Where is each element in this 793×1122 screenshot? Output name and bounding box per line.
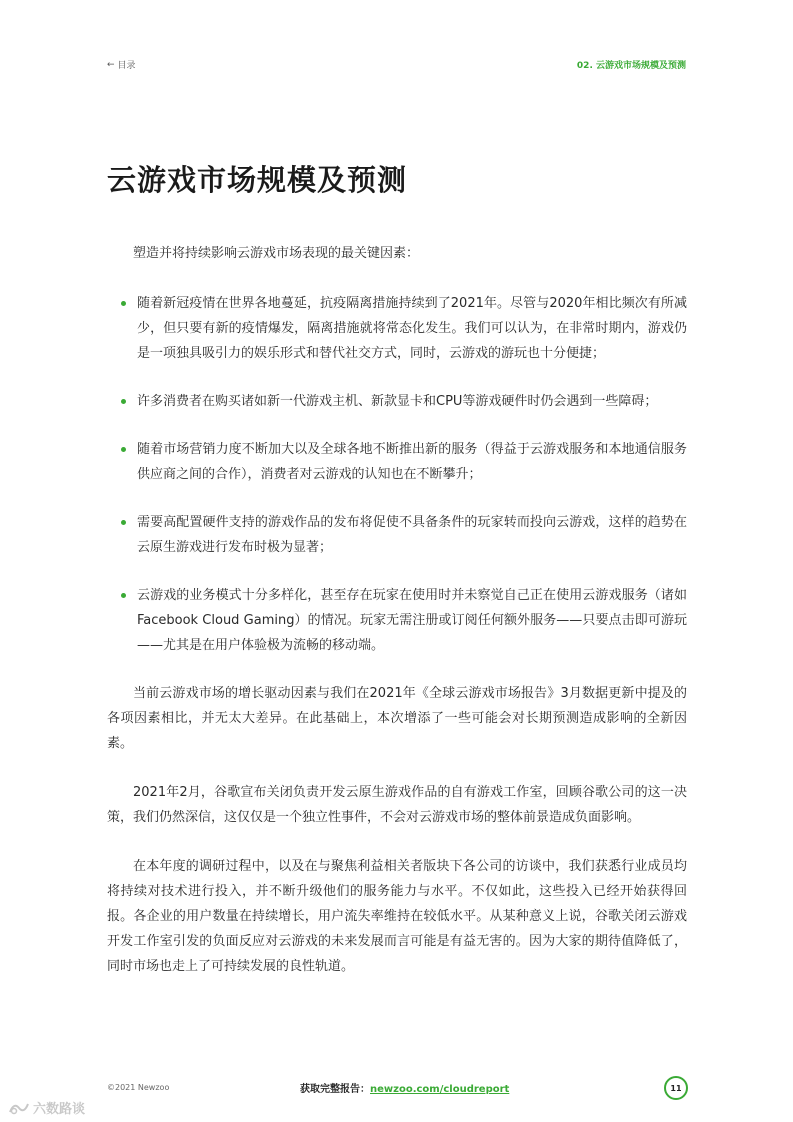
back-arrow-icon: ← bbox=[107, 59, 115, 70]
bullet-dot-icon bbox=[121, 301, 126, 306]
toc-label: 目录 bbox=[117, 61, 136, 71]
watermark-logo-icon bbox=[8, 1100, 30, 1116]
list-item-text: 随着新冠疫情在世界各地蔓延，抗疫隔离措施持续到了2021年。尽管与2020年相比频次有所减少，但只要有新的疫情爆发，隔离措施就将常态化发生。我们可以认为，在非常时期内，游戏仍是一项独具吸引力的娱乐形式和替代社交方式，同时，云游戏的游玩也十分便捷； bbox=[137, 296, 687, 361]
list-item bbox=[107, 583, 687, 658]
bullet-dot-icon bbox=[121, 520, 126, 525]
section-label: 02. 云游戏市场规模及预测 bbox=[576, 61, 686, 71]
report-link-line bbox=[300, 1080, 509, 1095]
body-paragraph: 在本年度的调研过程中，以及在与聚焦利益相关者版块下各公司的访谈中，我们获悉行业成员均将持续对技术进行投入，并不断升级他们的服务能力与水平。不仅如此，这些投入已经开始获得回报。各企业的用户数量在持续增长，用户流失率维持在较低水平。从某种意义上说，谷歌关闭云游戏开发工作室引发的负面反应对云游戏的未来发展而言可能是有益无害的。因为大家的期待值降低了，同时市场也走上了可持续发展的良性轨道。 bbox=[107, 859, 687, 974]
list-item bbox=[107, 389, 687, 414]
body-paragraph: 2021年2月，谷歌宣布关闭负责开发云原生游戏作品的自有游戏工作室，回顾谷歌公司的这一决策，我们仍然深信，这仅仅是一个独立性事件，不会对云游戏市场的整体前景造成负面影响。 bbox=[107, 785, 687, 825]
main-content bbox=[107, 241, 687, 1003]
report-link[interactable]: newzoo.com/cloudreport bbox=[370, 1084, 510, 1095]
bullet-dot-icon bbox=[121, 593, 126, 598]
watermark bbox=[8, 1098, 85, 1117]
report-prefix: 获取完整报告： bbox=[300, 1084, 370, 1095]
intro-paragraph: 塑造并将持续影响云游戏市场表现的最关键因素： bbox=[133, 246, 420, 261]
body-paragraph: 当前云游戏市场的增长驱动因素与我们在2021年《全球云游戏市场报告》3月数据更新中提及的各项因素相比，并无太大差异。在此基础上，本次增添了一些可能会对长期预测造成影响的全新因素。 bbox=[107, 686, 687, 751]
list-item bbox=[107, 510, 687, 560]
watermark-text: 六数路谈 bbox=[33, 1102, 86, 1117]
page-title: 云游戏市场规模及预测 bbox=[107, 163, 408, 197]
page-number: 11 bbox=[664, 1076, 688, 1100]
list-item bbox=[107, 291, 687, 366]
bullet-dot-icon bbox=[121, 399, 126, 404]
toc-back-link[interactable] bbox=[107, 58, 136, 71]
bullet-dot-icon bbox=[121, 447, 126, 452]
list-item-text: 随着市场营销力度不断加大以及全球各地不断推出新的服务（得益于云游戏服务和本地通信服务供应商之间的合作），消费者对云游戏的认知也在不断攀升； bbox=[137, 442, 687, 482]
factor-list bbox=[107, 291, 687, 658]
copyright: ©2021 Newzoo bbox=[107, 1083, 170, 1092]
list-item bbox=[107, 437, 687, 487]
list-item-text: 云游戏的业务模式十分多样化，甚至存在玩家在使用时并未察觉自己正在使用云游戏服务（诸如Facebook Cloud Gaming）的情况。玩家无需注册或订阅任何额外服务——只要点击即可游玩——尤其是在用户体验极为流畅的移动端。 bbox=[137, 588, 687, 653]
list-item-text: 需要高配置硬件支持的游戏作品的发布将促使不具备条件的玩家转而投向云游戏，这样的趋势在云原生游戏进行发布时极为显著； bbox=[137, 515, 687, 555]
list-item-text: 许多消费者在购买诸如新一代游戏主机、新款显卡和CPU等游戏硬件时仍会遇到一些障碍； bbox=[137, 394, 658, 409]
